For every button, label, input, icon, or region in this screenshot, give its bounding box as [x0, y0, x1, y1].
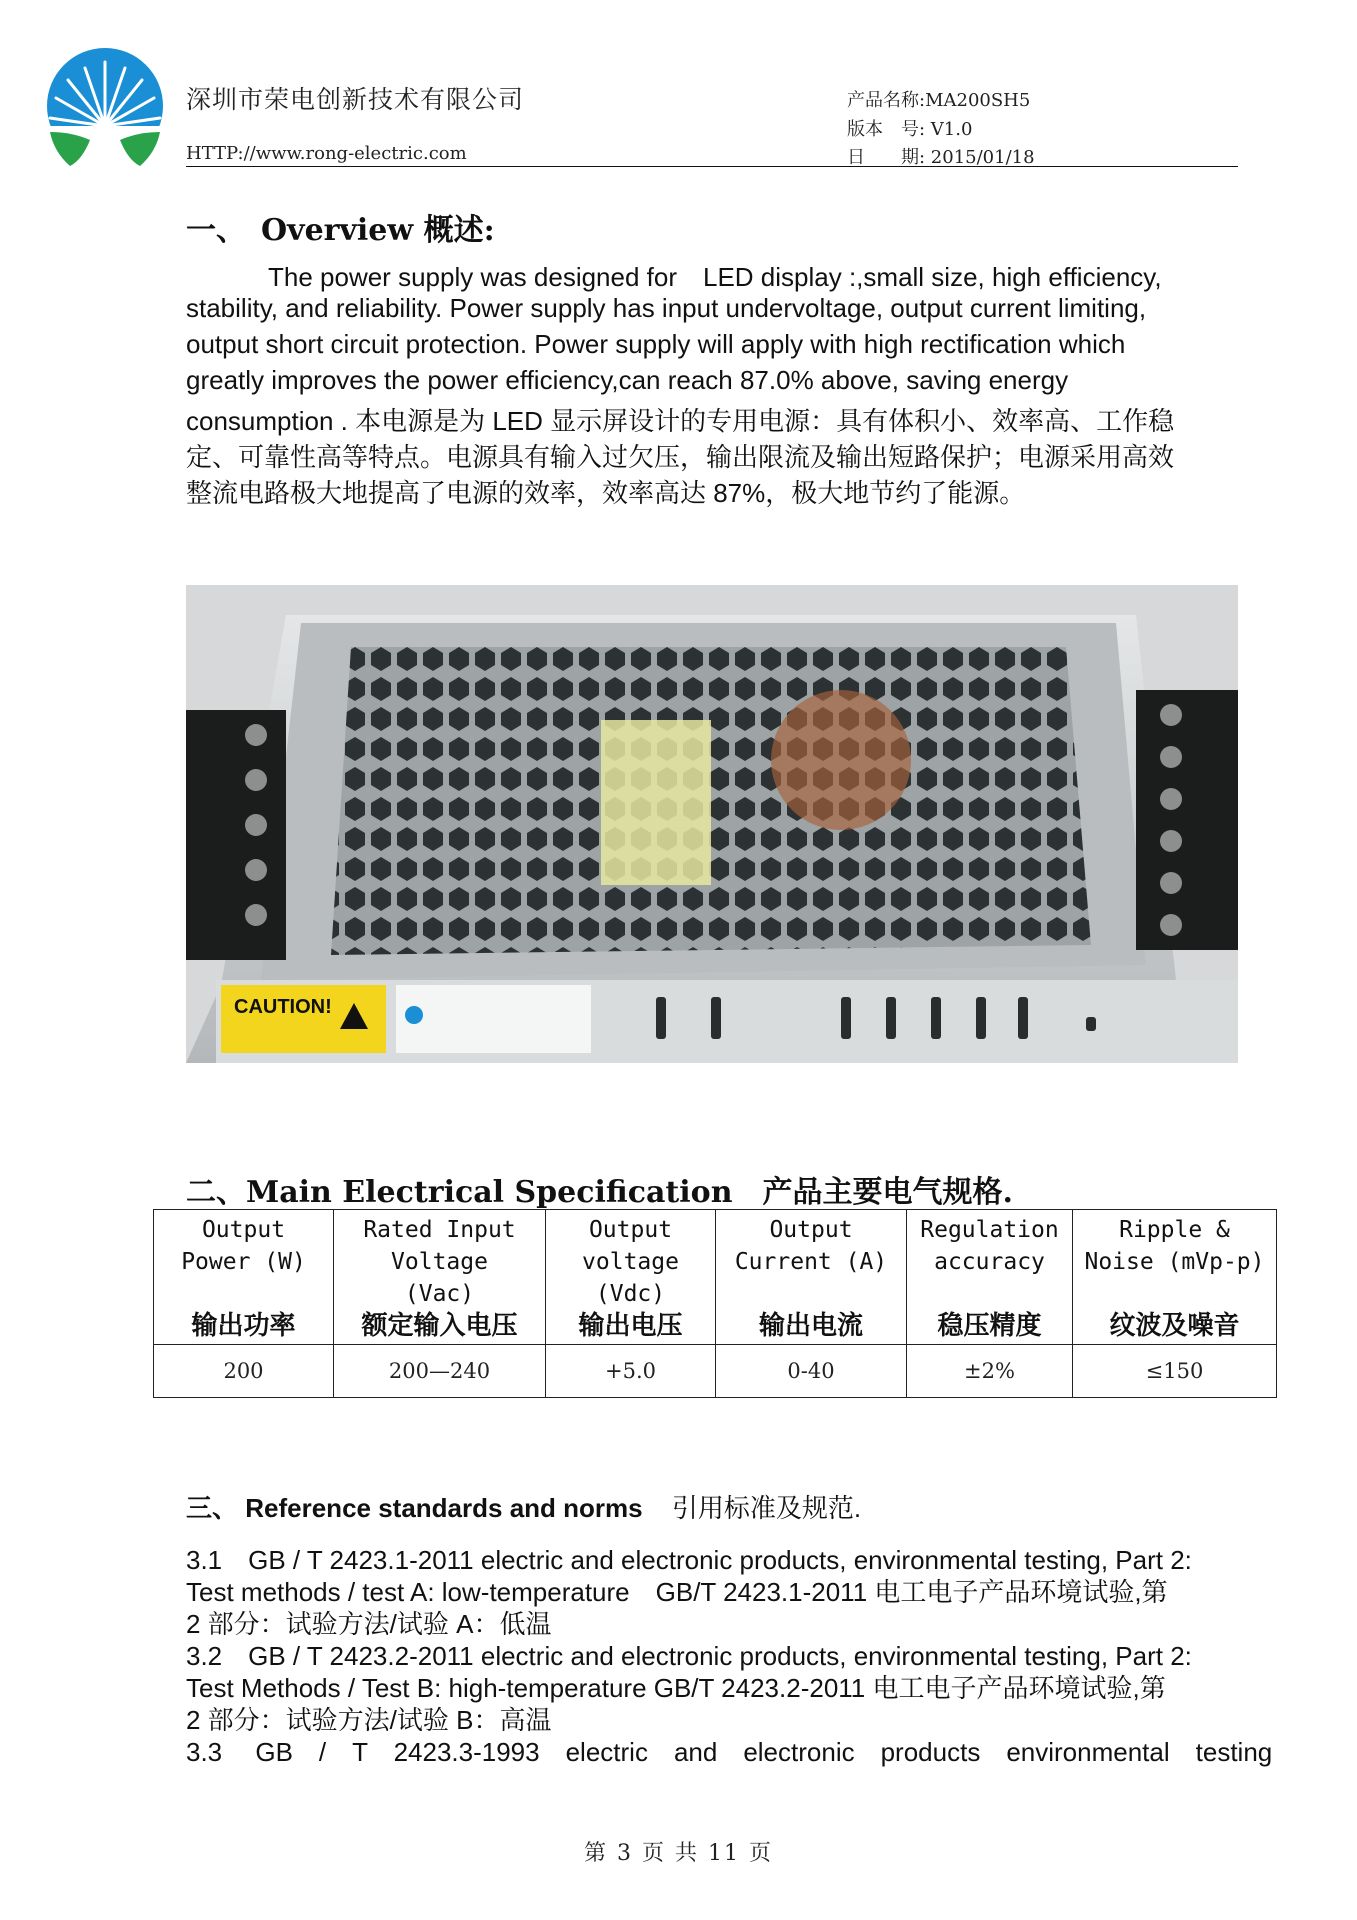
header-cell [334, 1210, 546, 1345]
product-name: 产品名称:MA200SH5 [847, 90, 1031, 111]
overview-heading: 一、 Overview 概述: [186, 213, 495, 248]
overview-line: 定、可靠性高等特点。电源具有输入过欠压，输出限流及输出短路保护；电源采用高效 [186, 442, 1175, 472]
header-en: Ripple & Noise (mVp-p) [1084, 1217, 1265, 1275]
header-cell [1073, 1210, 1277, 1345]
regulation-value: ±2% [907, 1345, 1073, 1398]
spec-heading: 二、Main Electrical Specification 产品主要电气规格. [186, 1175, 1013, 1210]
page-number: 第 3 页 共 11 页 [584, 1841, 773, 1866]
company-name: 深圳市荣电创新技术有限公司 [186, 85, 525, 114]
header-en: Output Current (A) [734, 1217, 888, 1275]
table-row [154, 1345, 1277, 1398]
output-power-value: 200 [154, 1345, 334, 1398]
header-cn: 输出功率 [191, 1310, 296, 1340]
power-supply-illustration [186, 585, 1238, 1063]
reference-line: 3.1 GB / T 2423.1-2011 electric and electronic products, environmental testing, Part 2: [186, 1545, 1192, 1575]
header-cn: 额定输入电压 [361, 1310, 518, 1340]
output-voltage-value: +5.0 [546, 1345, 716, 1398]
header-divider [186, 166, 1238, 167]
header-cn: 输出电流 [758, 1310, 863, 1340]
overview-line: The power supply was designed for LED display :,small size, high efficiency, [268, 262, 1162, 292]
header-cn: 纹波及噪音 [1109, 1310, 1240, 1340]
company-url: HTTP://www.rong-electric.com [186, 143, 467, 164]
overview-line: 整流电路极大地提高了电源的效率，效率高达 87%，极大地节约了能源。 [186, 478, 1026, 508]
reference-line: Test Methods / Test B: high-temperature GB/T 2423.2-2011 电工电子产品环境试验,第 [186, 1673, 1166, 1703]
header-cell [907, 1210, 1073, 1345]
spec-table [153, 1209, 1277, 1398]
product-photo [186, 585, 1238, 1063]
overview-line: stability, and reliability. Power supply has input undervoltage, output current limiting, [186, 293, 1147, 323]
reference-line: 2 部分：试验方法/试验 A：低温 [186, 1609, 552, 1639]
reference-line: Test methods / test A: low-temperature GB/T 2423.1-2011 电工电子产品环境试验,第 [186, 1577, 1168, 1607]
document-date: 日 期: 2015/01/18 [847, 147, 1035, 168]
reference-line: 2 部分：试验方法/试验 B：高温 [186, 1705, 552, 1735]
version-number: 版本 号: V1.0 [847, 119, 973, 140]
header-en: Regulation accuracy [920, 1217, 1059, 1275]
caution-label: CAUTION! [234, 996, 332, 1018]
header-en: Rated Input Voltage (Vac) [363, 1217, 516, 1307]
references-heading-prefix: 三、 [186, 1494, 239, 1524]
header-cell [154, 1210, 334, 1345]
references-heading [186, 1488, 861, 1525]
reference-line: 3.3 GB / T 2423.3-1993 electric and electronic products environmental testing [186, 1737, 1273, 1767]
header-en: Output Power (W) [181, 1217, 306, 1275]
header-cn: 稳压精度 [937, 1310, 1042, 1340]
ripple-noise-value: ≤150 [1073, 1345, 1277, 1398]
overview-line: greatly improves the power efficiency,can reach 87.0% above, saving energy [186, 365, 1069, 395]
overview-line: consumption . 本电源是为 LED 显示屏设计的专用电源：具有体积小、效率高、工作稳 [186, 406, 1175, 436]
references-heading-cn: 引用标准及规范. [671, 1493, 862, 1523]
references-heading-en: Reference standards and norms [245, 1493, 643, 1523]
header-cn: 输出电压 [578, 1310, 683, 1340]
company-logo [42, 48, 168, 168]
output-current-value: 0-40 [716, 1345, 907, 1398]
overview-line: output short circuit protection. Power supply will apply with high rectification which [186, 329, 1126, 359]
header-cell [716, 1210, 907, 1345]
header-cell [546, 1210, 716, 1345]
reference-line: 3.2 GB / T 2423.2-2011 electric and electronic products, environmental testing, Part 2: [186, 1641, 1192, 1671]
input-voltage-value: 200—240 [334, 1345, 546, 1398]
header-en: Output voltage (Vdc) [582, 1217, 679, 1307]
table-header-row [154, 1210, 1277, 1345]
